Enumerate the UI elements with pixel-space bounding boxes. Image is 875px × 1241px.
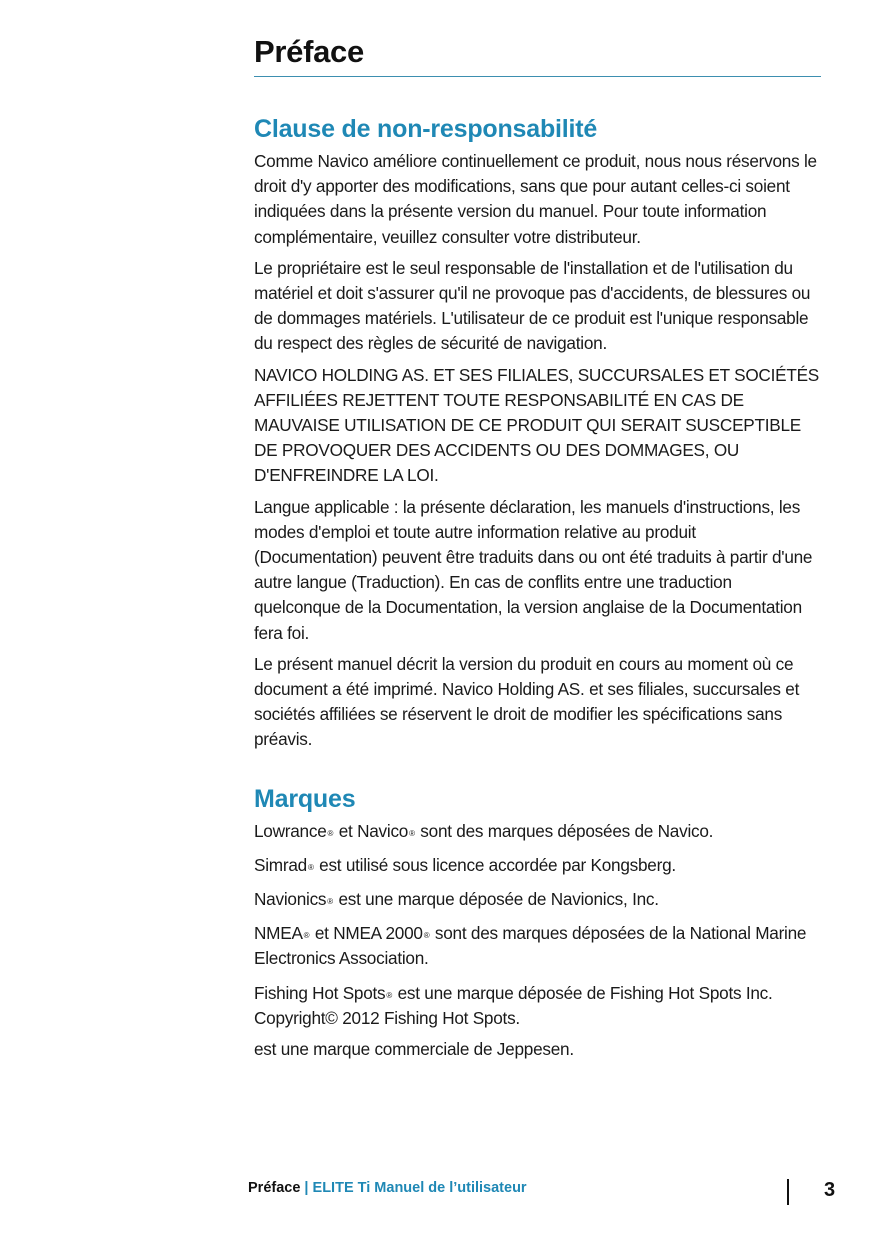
registered-mark: ®: [327, 828, 334, 838]
trademark-lowrance-navico: [254, 819, 821, 844]
page-content: [254, 30, 821, 1062]
trademark-brand: et NMEA 2000: [310, 923, 423, 944]
trademark-jeppesen: est une marque commerciale de Jeppesen.: [254, 1039, 574, 1060]
registered-mark: ®: [409, 828, 415, 838]
trademark-nmea: [254, 921, 821, 971]
disclaimer-heading: Clause de non-responsabilité: [254, 115, 598, 143]
trademark-brand: Simrad: [254, 854, 307, 875]
trademark-text: est une marque déposée de Navionics, Inc.: [333, 889, 659, 910]
disclaimer-paragraph-1: Comme Navico améliore continuellement ce produit, nous nous réservons le droit d'y apporter des modifications, sans que pour autant celles-ci soient indiquées dans la présente version du manuel. Pour toute information complémentaire, veuillez consulter votre distributeur.: [254, 151, 817, 247]
page-footer: [248, 1178, 527, 1198]
registered-mark: ®: [423, 931, 430, 941]
trademark-brand: NMEA: [254, 923, 303, 944]
trademark-brand: Navionics: [254, 889, 327, 910]
trademark-text: sont des marques déposées de la National Marine Electronics Association.: [254, 923, 807, 969]
disclaimer-paragraph-5: Le présent manuel décrit la version du produit en cours au moment où ce document a été imprimé. Navico Holding AS. et ses filiales, succursales et sociétés affiliées se réservent le droit de modifier les spécifications sans préavis.: [254, 653, 800, 750]
trademark-simrad: [254, 853, 821, 878]
trademark-brand: Fishing Hot Spots: [254, 982, 386, 1003]
registered-mark: ®: [327, 897, 333, 907]
disclaimer-paragraph-2: Le propriétaire est le seul responsable de l'installation et de l'utilisation du matériel et doit s'assurer qu'il ne provoque pas d'accidents, de blessures ou de dommages matériels. L'utilisateur de ce produit est l'unique responsable du respect des règles de sécurité de navigation.: [254, 257, 811, 354]
footer-manual-title: ELITE Ti Manuel de l’utilisateur: [312, 1180, 527, 1196]
registered-mark: ®: [303, 931, 310, 941]
footer-separator: |: [300, 1180, 313, 1196]
registered-mark: ®: [386, 990, 393, 1000]
footer-section-name: Préface: [248, 1180, 301, 1196]
trademarks-heading: Marques: [254, 784, 356, 813]
footer-divider: [787, 1179, 789, 1205]
trademark-navionics: [254, 887, 821, 912]
trademark-fishing-hot-spots: [254, 981, 821, 1031]
disclaimer-paragraph-3: NAVICO HOLDING AS. ET SES FILIALES, SUCCURSALES ET SOCIÉTÉS AFFILIÉES REJETTENT TOUTE RESPONSABILITÉ EN CAS DE MAUVAISE UTILISATION DE CE PRODUIT QUI SERAIT SUSCEPTIBLE DE PROVOQUER DES ACCIDENTS OU DES DOMMAGES, OU D'ENFREINDRE LA LOI.: [254, 364, 820, 486]
page-title: Préface: [254, 34, 364, 69]
page-number: 3: [824, 1179, 836, 1201]
trademark-text: sont des marques déposées de Navico.: [415, 820, 714, 841]
registered-mark: ®: [307, 862, 314, 872]
trademark-text: est utilisé sous licence accordée par Kongsberg.: [314, 854, 676, 875]
disclaimer-paragraph-4: Langue applicable : la présente déclaration, les manuels d'instructions, les modes d'emploi et toute autre information relative au produit (Documentation) peuvent être traduits dans ou ont été traduits à partir d'une autre langue (Traduction). En cas de conflits entre une traduction quelconque de la Documentation, la version anglaise de la Documentation fera foi.: [254, 496, 813, 643]
trademark-brand: et Navico: [334, 820, 409, 841]
trademark-brand: Lowrance: [254, 820, 327, 841]
title-divider: [254, 76, 821, 77]
trademark-text: est une marque déposée de Fishing Hot Spots Inc. Copyright© 2012 Fishing Hot Spots.: [254, 982, 773, 1028]
